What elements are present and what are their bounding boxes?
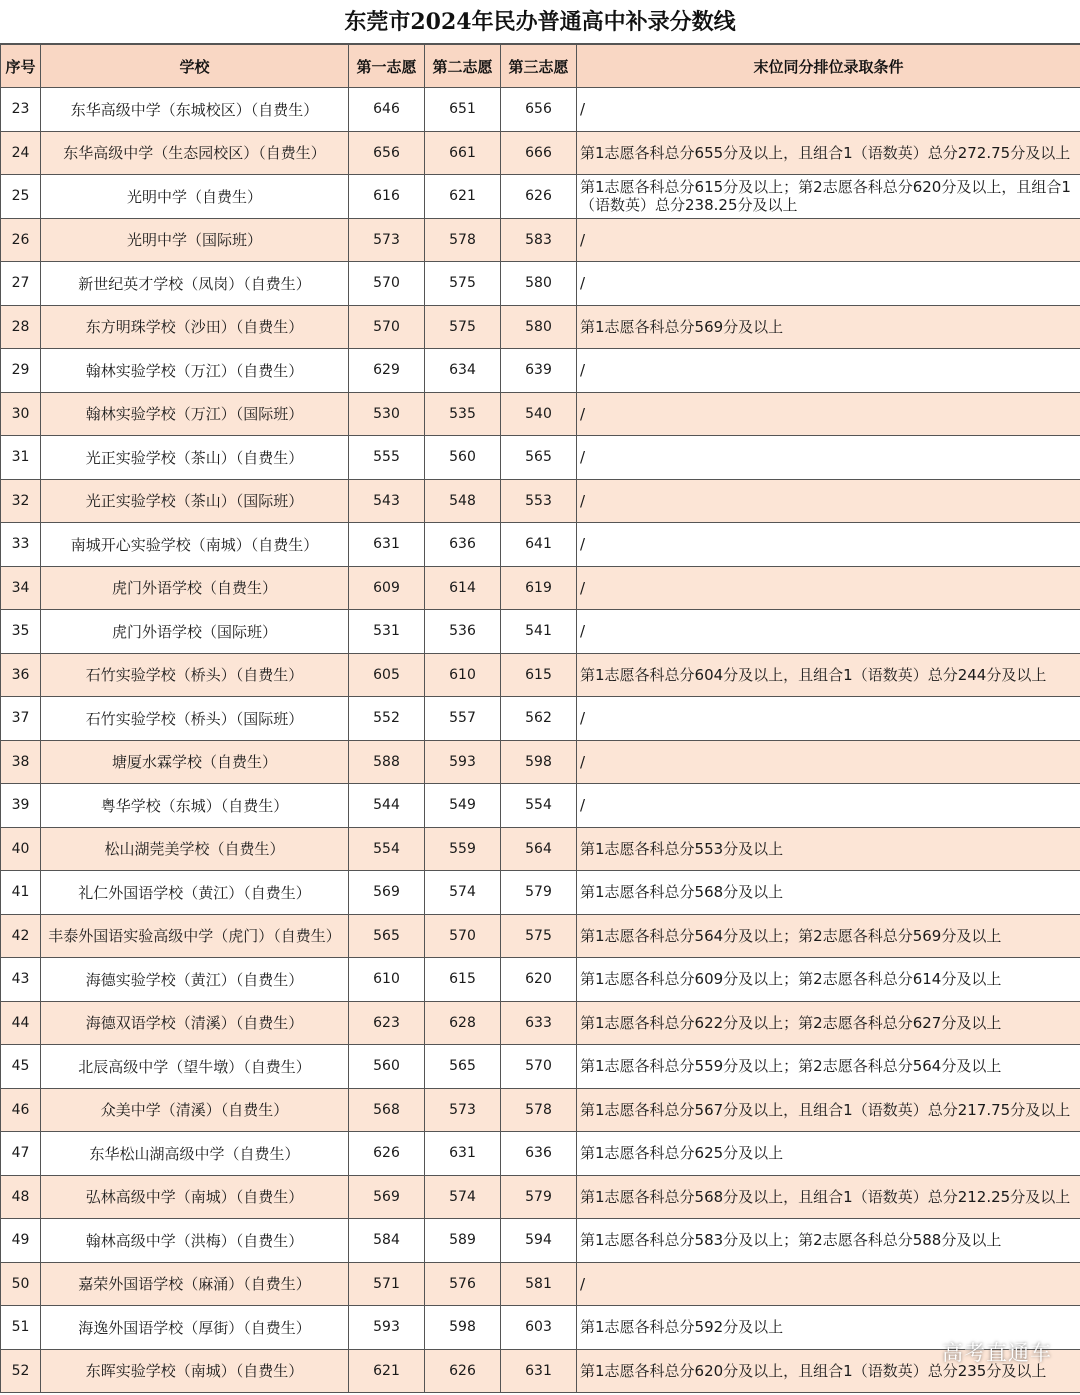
row-school: 石竹实验学校（桥头）（国际班） xyxy=(41,697,349,741)
row-choice1-score: 621 xyxy=(349,1349,425,1393)
row-choice2-score: 631 xyxy=(425,1132,501,1176)
row-choice1-score: 570 xyxy=(349,305,425,349)
row-condition: 第1志愿各科总分568分及以上，且组合1（语数英）总分212.25分及以上 xyxy=(577,1175,1080,1219)
header-index: 序号 xyxy=(1,45,41,88)
row-condition: 第1志愿各科总分604分及以上，且组合1（语数英）总分244分及以上 xyxy=(577,653,1080,697)
row-choice2-score: 589 xyxy=(425,1219,501,1263)
row-choice1-score: 530 xyxy=(349,392,425,436)
row-index: 48 xyxy=(1,1175,41,1219)
table-row xyxy=(1,479,1080,523)
row-choice2-score: 628 xyxy=(425,1001,501,1045)
row-school: 嘉荣外国语学校（麻涌）（自费生） xyxy=(41,1262,349,1306)
row-school: 东华松山湖高级中学（自费生） xyxy=(41,1132,349,1176)
row-choice2-score: 575 xyxy=(425,305,501,349)
row-choice1-score: 616 xyxy=(349,175,425,219)
row-school: 东方明珠学校（沙田）（自费生） xyxy=(41,305,349,349)
row-condition: 第1志愿各科总分655分及以上，且组合1（语数英）总分272.75分及以上 xyxy=(577,131,1080,175)
table-row xyxy=(1,131,1080,175)
row-school: 北辰高级中学（望牛墩）（自费生） xyxy=(41,1045,349,1089)
table-row xyxy=(1,653,1080,697)
row-school: 新世纪英才学校（凤岗）（自费生） xyxy=(41,262,349,306)
row-choice1-score: 560 xyxy=(349,1045,425,1089)
row-choice3-score: 633 xyxy=(501,1001,577,1045)
row-choice1-score: 573 xyxy=(349,218,425,262)
row-condition: 第1志愿各科总分625分及以上 xyxy=(577,1132,1080,1176)
row-index: 38 xyxy=(1,740,41,784)
table-row xyxy=(1,1045,1080,1089)
row-school: 石竹实验学校（桥头）（自费生） xyxy=(41,653,349,697)
row-choice3-score: 626 xyxy=(501,175,577,219)
row-index: 47 xyxy=(1,1132,41,1176)
row-condition: / xyxy=(577,349,1080,393)
table-row xyxy=(1,566,1080,610)
row-choice2-score: 636 xyxy=(425,523,501,567)
row-choice3-score: 620 xyxy=(501,958,577,1002)
table-row xyxy=(1,1219,1080,1263)
row-school: 翰林实验学校（万江）（国际班） xyxy=(41,392,349,436)
table-header-row xyxy=(1,45,1080,88)
row-school: 丰泰外国语实验高级中学（虎门）（自费生） xyxy=(41,914,349,958)
row-choice3-score: 553 xyxy=(501,479,577,523)
row-choice3-score: 656 xyxy=(501,88,577,132)
row-school: 虎门外语学校（国际班） xyxy=(41,610,349,654)
row-choice2-score: 536 xyxy=(425,610,501,654)
table-row xyxy=(1,305,1080,349)
row-choice3-score: 639 xyxy=(501,349,577,393)
row-condition: 第1志愿各科总分569分及以上 xyxy=(577,305,1080,349)
row-choice2-score: 610 xyxy=(425,653,501,697)
row-choice1-score: 605 xyxy=(349,653,425,697)
row-choice3-score: 666 xyxy=(501,131,577,175)
row-choice1-score: 531 xyxy=(349,610,425,654)
row-condition: / xyxy=(577,697,1080,741)
table-row xyxy=(1,914,1080,958)
row-condition: / xyxy=(577,88,1080,132)
row-index: 36 xyxy=(1,653,41,697)
row-school: 东华高级中学（东城校区）（自费生） xyxy=(41,88,349,132)
row-choice2-score: 578 xyxy=(425,218,501,262)
row-school: 海逸外国语学校（厚街）（自费生） xyxy=(41,1306,349,1350)
row-choice1-score: 571 xyxy=(349,1262,425,1306)
row-index: 35 xyxy=(1,610,41,654)
row-school: 塘厦水霖学校（自费生） xyxy=(41,740,349,784)
header-choice3: 第三志愿 xyxy=(501,45,577,88)
table-row xyxy=(1,1175,1080,1219)
row-condition: 第1志愿各科总分609分及以上；第2志愿各科总分614分及以上 xyxy=(577,958,1080,1002)
row-choice1-score: 626 xyxy=(349,1132,425,1176)
row-choice3-score: 579 xyxy=(501,871,577,915)
row-school: 海德实验学校（黄江）（自费生） xyxy=(41,958,349,1002)
row-choice3-score: 581 xyxy=(501,1262,577,1306)
page-title: 东莞市2024年民办普通高中补录分数线 xyxy=(0,0,1080,44)
row-choice2-score: 626 xyxy=(425,1349,501,1393)
row-choice2-score: 575 xyxy=(425,262,501,306)
row-school: 虎门外语学校（自费生） xyxy=(41,566,349,610)
row-choice2-score: 651 xyxy=(425,88,501,132)
row-school: 光明中学（自费生） xyxy=(41,175,349,219)
row-index: 26 xyxy=(1,218,41,262)
row-condition: 第1志愿各科总分564分及以上；第2志愿各科总分569分及以上 xyxy=(577,914,1080,958)
watermark: 高考直通车 xyxy=(942,1341,1052,1365)
row-choice2-score: 535 xyxy=(425,392,501,436)
table-row xyxy=(1,1262,1080,1306)
table-row xyxy=(1,523,1080,567)
table-row xyxy=(1,697,1080,741)
row-choice2-score: 614 xyxy=(425,566,501,610)
row-choice2-score: 593 xyxy=(425,740,501,784)
row-choice1-score: 656 xyxy=(349,131,425,175)
header-choice1: 第一志愿 xyxy=(349,45,425,88)
row-condition: 第1志愿各科总分559分及以上；第2志愿各科总分564分及以上 xyxy=(577,1045,1080,1089)
row-condition: / xyxy=(577,784,1080,828)
row-choice3-score: 641 xyxy=(501,523,577,567)
row-choice1-score: 584 xyxy=(349,1219,425,1263)
row-index: 31 xyxy=(1,436,41,480)
row-index: 32 xyxy=(1,479,41,523)
row-index: 51 xyxy=(1,1306,41,1350)
row-index: 34 xyxy=(1,566,41,610)
row-choice1-score: 570 xyxy=(349,262,425,306)
header-condition: 末位同分排位录取条件 xyxy=(577,45,1080,88)
row-index: 45 xyxy=(1,1045,41,1089)
row-index: 46 xyxy=(1,1088,41,1132)
row-index: 40 xyxy=(1,827,41,871)
row-choice3-score: 579 xyxy=(501,1175,577,1219)
row-choice3-score: 615 xyxy=(501,653,577,697)
row-choice1-score: 623 xyxy=(349,1001,425,1045)
row-index: 29 xyxy=(1,349,41,393)
row-condition: 第1志愿各科总分615分及以上；第2志愿各科总分620分及以上，且组合1（语数英）总分238.25分及以上 xyxy=(577,175,1080,219)
table-row xyxy=(1,349,1080,393)
table-row xyxy=(1,1132,1080,1176)
row-choice3-score: 603 xyxy=(501,1306,577,1350)
row-choice1-score: 568 xyxy=(349,1088,425,1132)
row-index: 23 xyxy=(1,88,41,132)
header-choice2: 第二志愿 xyxy=(425,45,501,88)
row-choice2-score: 574 xyxy=(425,1175,501,1219)
row-choice3-score: 540 xyxy=(501,392,577,436)
row-index: 30 xyxy=(1,392,41,436)
row-index: 41 xyxy=(1,871,41,915)
row-choice1-score: 609 xyxy=(349,566,425,610)
row-choice2-score: 615 xyxy=(425,958,501,1002)
row-condition: / xyxy=(577,436,1080,480)
table-body xyxy=(1,88,1080,1393)
table-row xyxy=(1,218,1080,262)
row-school: 翰林高级中学（洪梅）（自费生） xyxy=(41,1219,349,1263)
row-choice2-score: 548 xyxy=(425,479,501,523)
row-choice1-score: 646 xyxy=(349,88,425,132)
row-choice2-score: 621 xyxy=(425,175,501,219)
table-row xyxy=(1,827,1080,871)
row-choice2-score: 549 xyxy=(425,784,501,828)
row-choice1-score: 555 xyxy=(349,436,425,480)
row-choice2-score: 565 xyxy=(425,1045,501,1089)
row-school: 光正实验学校（茶山）（自费生） xyxy=(41,436,349,480)
row-index: 24 xyxy=(1,131,41,175)
row-condition: 第1志愿各科总分568分及以上 xyxy=(577,871,1080,915)
row-choice3-score: 578 xyxy=(501,1088,577,1132)
row-choice3-score: 541 xyxy=(501,610,577,654)
row-choice3-score: 598 xyxy=(501,740,577,784)
row-index: 49 xyxy=(1,1219,41,1263)
row-index: 44 xyxy=(1,1001,41,1045)
table-row xyxy=(1,262,1080,306)
table-row xyxy=(1,871,1080,915)
row-school: 光明中学（国际班） xyxy=(41,218,349,262)
row-condition: / xyxy=(577,566,1080,610)
row-choice1-score: 569 xyxy=(349,871,425,915)
table-row xyxy=(1,958,1080,1002)
row-choice1-score: 588 xyxy=(349,740,425,784)
row-choice1-score: 552 xyxy=(349,697,425,741)
row-school: 东晖实验学校（南城）（自费生） xyxy=(41,1349,349,1393)
row-choice3-score: 631 xyxy=(501,1349,577,1393)
row-condition: 第1志愿各科总分583分及以上；第2志愿各科总分588分及以上 xyxy=(577,1219,1080,1263)
table-row xyxy=(1,610,1080,654)
row-choice2-score: 573 xyxy=(425,1088,501,1132)
row-choice3-score: 575 xyxy=(501,914,577,958)
table-row xyxy=(1,1306,1080,1350)
row-choice2-score: 574 xyxy=(425,871,501,915)
row-choice3-score: 594 xyxy=(501,1219,577,1263)
row-condition: 第1志愿各科总分622分及以上；第2志愿各科总分627分及以上 xyxy=(577,1001,1080,1045)
row-condition: / xyxy=(577,523,1080,567)
row-choice1-score: 554 xyxy=(349,827,425,871)
row-index: 42 xyxy=(1,914,41,958)
table-row xyxy=(1,1001,1080,1045)
table-row xyxy=(1,436,1080,480)
row-condition: / xyxy=(577,1262,1080,1306)
row-choice2-score: 598 xyxy=(425,1306,501,1350)
row-choice2-score: 560 xyxy=(425,436,501,480)
row-choice3-score: 583 xyxy=(501,218,577,262)
row-index: 50 xyxy=(1,1262,41,1306)
row-choice2-score: 559 xyxy=(425,827,501,871)
row-choice1-score: 569 xyxy=(349,1175,425,1219)
row-index: 33 xyxy=(1,523,41,567)
row-choice2-score: 570 xyxy=(425,914,501,958)
row-index: 52 xyxy=(1,1349,41,1393)
row-choice3-score: 580 xyxy=(501,305,577,349)
row-condition: / xyxy=(577,740,1080,784)
row-school: 粤华学校（东城）（自费生） xyxy=(41,784,349,828)
row-choice1-score: 629 xyxy=(349,349,425,393)
row-choice3-score: 565 xyxy=(501,436,577,480)
table-row xyxy=(1,88,1080,132)
row-school: 众美中学（清溪）（自费生） xyxy=(41,1088,349,1132)
row-choice1-score: 610 xyxy=(349,958,425,1002)
row-choice3-score: 554 xyxy=(501,784,577,828)
row-choice1-score: 565 xyxy=(349,914,425,958)
row-school: 礼仁外国语学校（黄江）（自费生） xyxy=(41,871,349,915)
row-index: 25 xyxy=(1,175,41,219)
row-index: 43 xyxy=(1,958,41,1002)
row-choice1-score: 593 xyxy=(349,1306,425,1350)
row-condition: 第1志愿各科总分592分及以上 xyxy=(577,1306,1080,1350)
row-index: 39 xyxy=(1,784,41,828)
table-row xyxy=(1,784,1080,828)
row-index: 28 xyxy=(1,305,41,349)
row-condition: / xyxy=(577,610,1080,654)
row-index: 37 xyxy=(1,697,41,741)
row-choice3-score: 580 xyxy=(501,262,577,306)
row-school: 弘林高级中学（南城）（自费生） xyxy=(41,1175,349,1219)
row-school: 海德双语学校（清溪）（自费生） xyxy=(41,1001,349,1045)
row-school: 东华高级中学（生态园校区）（自费生） xyxy=(41,131,349,175)
row-choice3-score: 619 xyxy=(501,566,577,610)
table-row xyxy=(1,740,1080,784)
table-row xyxy=(1,175,1080,219)
row-school: 光正实验学校（茶山）（国际班） xyxy=(41,479,349,523)
row-choice2-score: 661 xyxy=(425,131,501,175)
row-choice2-score: 634 xyxy=(425,349,501,393)
row-choice3-score: 564 xyxy=(501,827,577,871)
row-school: 松山湖莞美学校（自费生） xyxy=(41,827,349,871)
table-row xyxy=(1,392,1080,436)
row-choice3-score: 562 xyxy=(501,697,577,741)
row-school: 南城开心实验学校（南城）（自费生） xyxy=(41,523,349,567)
row-choice2-score: 576 xyxy=(425,1262,501,1306)
row-condition: 第1志愿各科总分553分及以上 xyxy=(577,827,1080,871)
row-choice3-score: 570 xyxy=(501,1045,577,1089)
row-choice2-score: 557 xyxy=(425,697,501,741)
row-school: 翰林实验学校（万江）（自费生） xyxy=(41,349,349,393)
row-condition: / xyxy=(577,392,1080,436)
score-table xyxy=(0,44,1080,1393)
row-condition: / xyxy=(577,262,1080,306)
row-condition: / xyxy=(577,479,1080,523)
row-choice1-score: 543 xyxy=(349,479,425,523)
row-index: 27 xyxy=(1,262,41,306)
table-row xyxy=(1,1088,1080,1132)
row-condition: / xyxy=(577,218,1080,262)
row-choice1-score: 544 xyxy=(349,784,425,828)
header-school: 学校 xyxy=(41,45,349,88)
row-choice1-score: 631 xyxy=(349,523,425,567)
table-row xyxy=(1,1349,1080,1393)
row-choice3-score: 636 xyxy=(501,1132,577,1176)
row-condition: 第1志愿各科总分567分及以上，且组合1（语数英）总分217.75分及以上 xyxy=(577,1088,1080,1132)
row-condition: 第1志愿各科总分620分及以上，且组合1（语数英）总分235分及以上 xyxy=(577,1349,1080,1393)
